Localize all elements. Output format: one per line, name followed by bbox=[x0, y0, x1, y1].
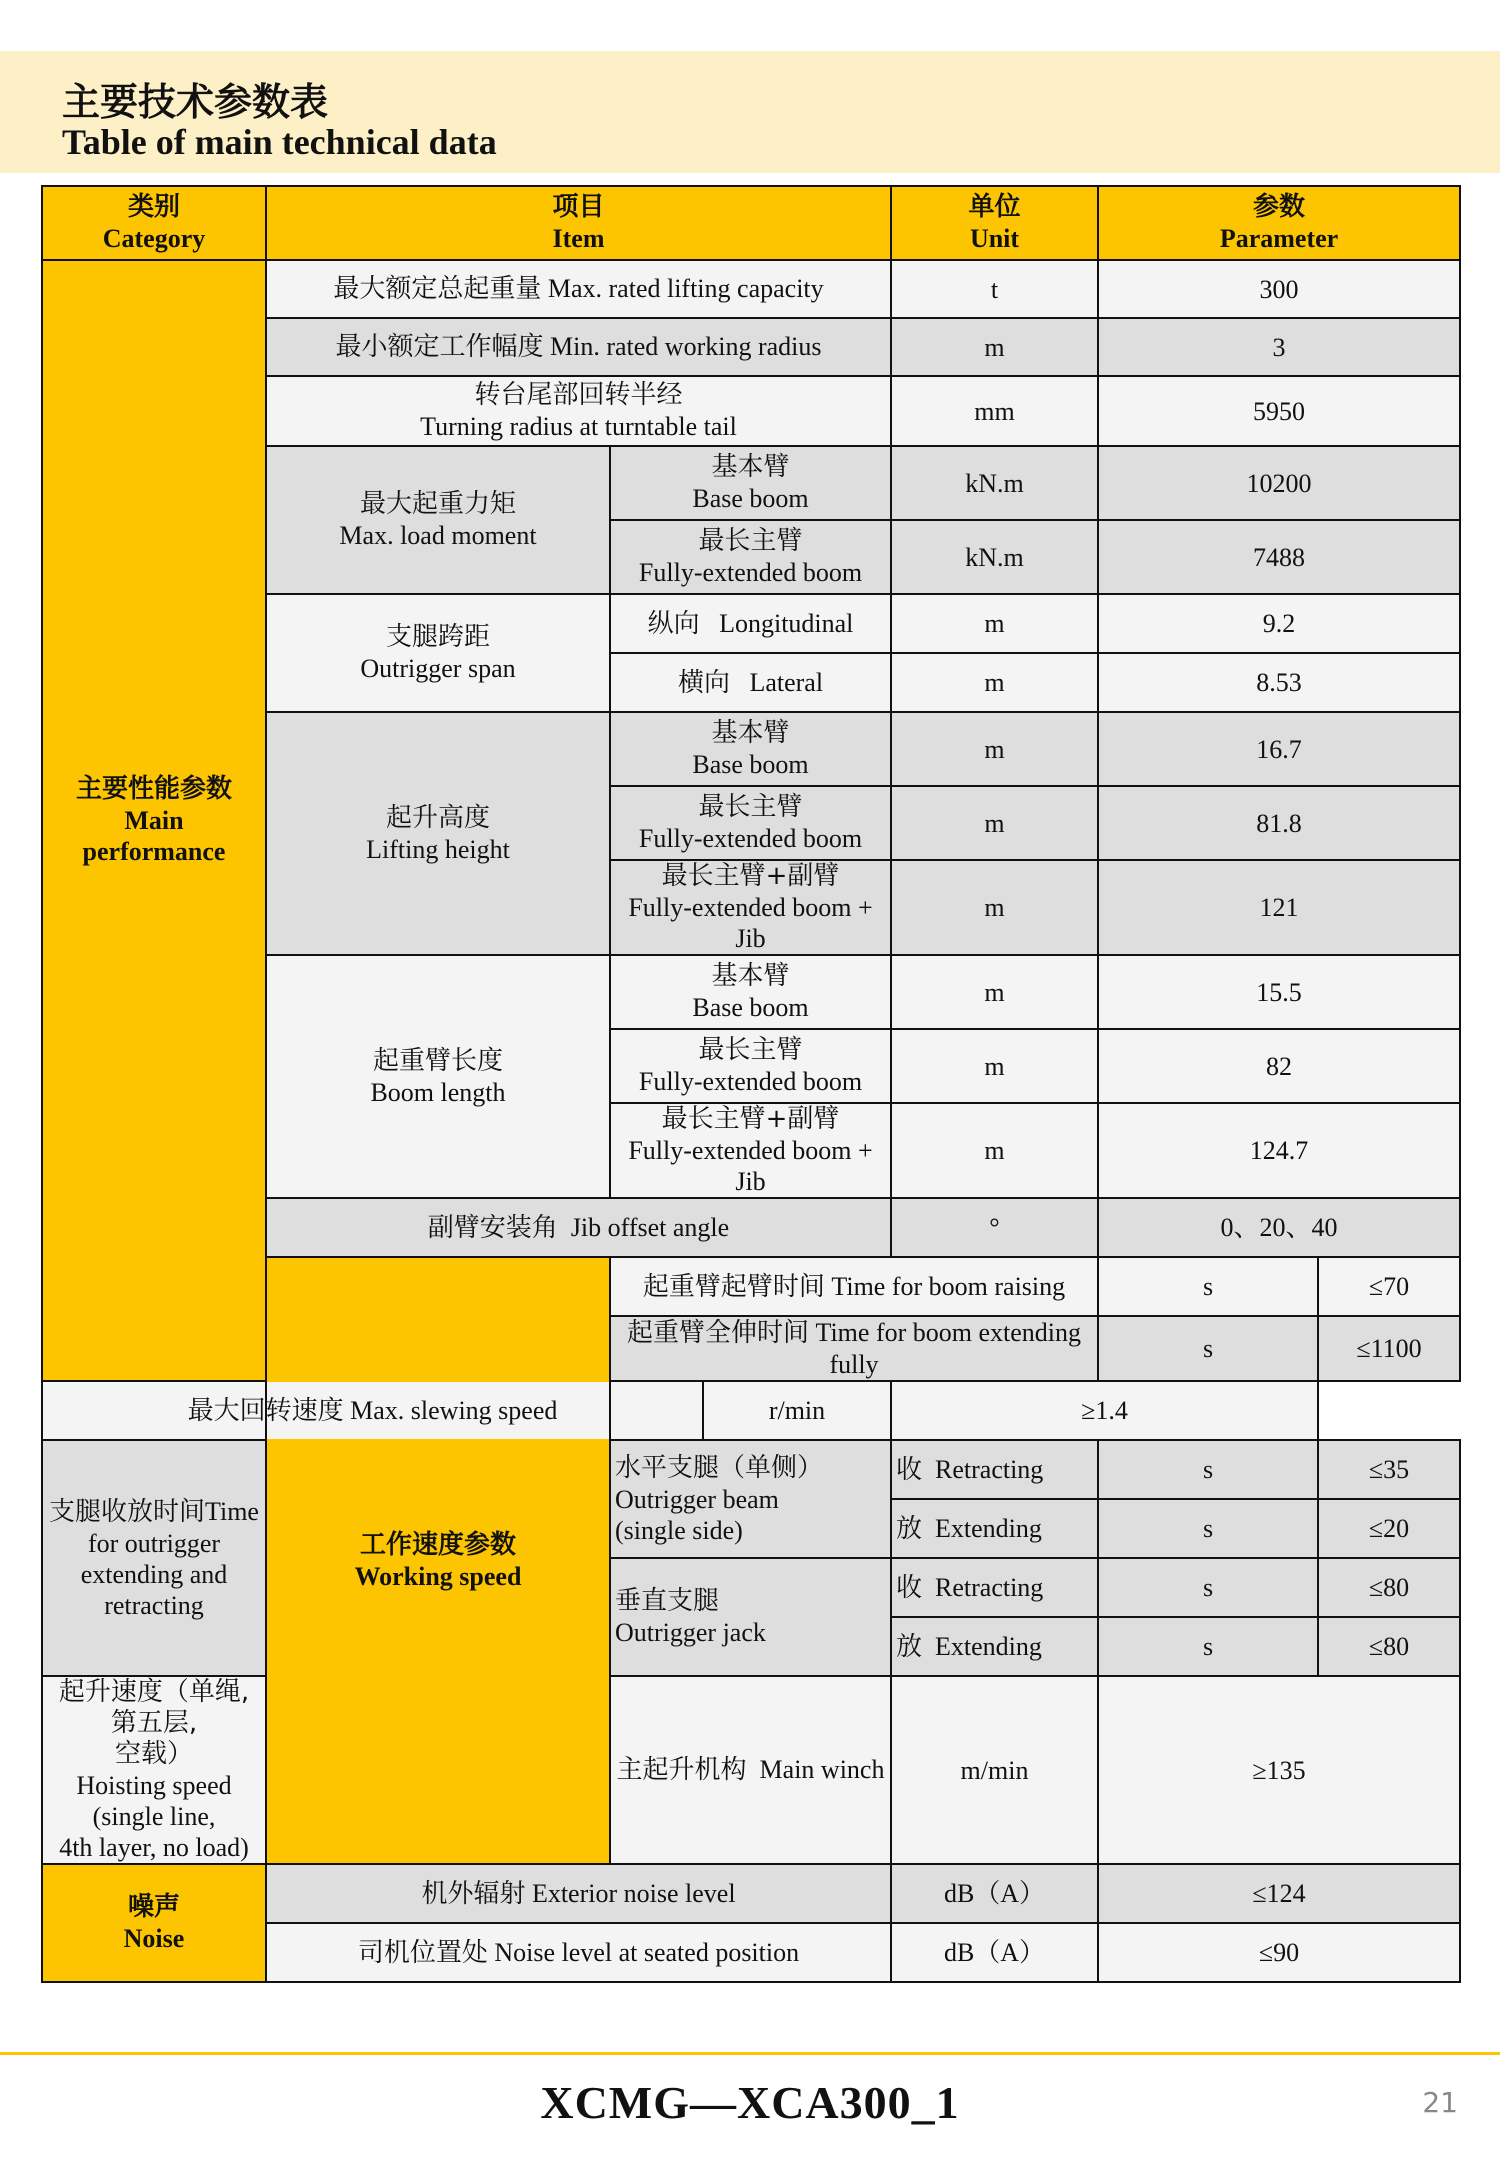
value-cell: ≤90 bbox=[1098, 1923, 1460, 1982]
category-main-performance: 主要性能参数 Main performance bbox=[42, 260, 266, 1381]
value-cell: 81.8 bbox=[1098, 786, 1460, 860]
subitem-lateral: 横向 Lateral bbox=[610, 653, 891, 712]
value-cell: ≤1100 bbox=[1318, 1316, 1460, 1381]
subitem-outrigger-beam: 水平支腿（单侧） Outrigger beam (single side) bbox=[610, 1440, 891, 1558]
value-cell: ≤80 bbox=[1318, 1617, 1460, 1676]
unit-cell: dB（A） bbox=[891, 1864, 1098, 1923]
action-retracting: 收 Retracting bbox=[891, 1440, 1098, 1499]
unit-cell: t bbox=[891, 260, 1098, 318]
unit-cell: m bbox=[891, 712, 1098, 786]
table-row bbox=[42, 1676, 1460, 1864]
item-boom-raising: 起重臂起臂时间 Time for boom raising bbox=[610, 1257, 1098, 1316]
category-noise: 噪声 Noise bbox=[42, 1864, 266, 1982]
unit-cell: s bbox=[1098, 1558, 1318, 1617]
action-extending: 放 Extending bbox=[891, 1499, 1098, 1558]
action-retracting: 收 Retracting bbox=[891, 1558, 1098, 1617]
header-unit: 单位 Unit bbox=[891, 186, 1098, 260]
value-cell: 8.53 bbox=[1098, 653, 1460, 712]
subitem-boom-jib: 最长主臂+副臂 Fully-extended boom + Jib bbox=[610, 860, 891, 955]
header-category: 类别 Category bbox=[42, 186, 266, 260]
value-cell: 16.7 bbox=[1098, 712, 1460, 786]
value-cell: 300 bbox=[1098, 260, 1460, 318]
value-cell: ≥135 bbox=[1098, 1676, 1460, 1864]
page-number: 21 bbox=[1422, 2086, 1458, 2119]
unit-cell: m bbox=[891, 653, 1098, 712]
value-cell: ≥1.4 bbox=[891, 1381, 1318, 1440]
subitem-longitudinal: 纵向 Longitudinal bbox=[610, 594, 891, 653]
subitem-full-boom: 最长主臂 Fully-extended boom bbox=[610, 520, 891, 594]
unit-cell: m bbox=[891, 594, 1098, 653]
value-cell: ≤20 bbox=[1318, 1499, 1460, 1558]
value-cell: 9.2 bbox=[1098, 594, 1460, 653]
table-row bbox=[42, 1440, 1460, 1499]
item-outrigger-span: 支腿跨距 Outrigger span bbox=[266, 594, 610, 712]
item-min-radius: 最小额定工作幅度 Min. rated working radius bbox=[266, 318, 891, 376]
subitem-base-boom: 基本臂 Base boom bbox=[610, 955, 891, 1029]
table-row bbox=[42, 1864, 1460, 1923]
unit-cell: s bbox=[1098, 1617, 1318, 1676]
item-slewing-speed: 最大回转速度 Max. slewing speed bbox=[42, 1381, 703, 1440]
unit-cell: kN.m bbox=[891, 520, 1098, 594]
unit-cell: dB（A） bbox=[891, 1923, 1098, 1982]
item-load-moment: 最大起重力矩 Max. load moment bbox=[266, 446, 610, 594]
unit-cell: m/min bbox=[891, 1676, 1098, 1864]
unit-cell: r/min bbox=[703, 1381, 891, 1440]
unit-cell: m bbox=[891, 318, 1098, 376]
subitem-main-winch: 主起升机构 Main winch bbox=[610, 1676, 891, 1864]
subitem-boom-jib: 最长主臂+副臂 Fully-extended boom + Jib bbox=[610, 1103, 891, 1198]
table-row bbox=[42, 1381, 1460, 1440]
unit-cell: s bbox=[1098, 1440, 1318, 1499]
value-cell: 5950 bbox=[1098, 376, 1460, 446]
unit-cell: s bbox=[1098, 1257, 1318, 1316]
table-row bbox=[42, 260, 1460, 318]
unit-cell: kN.m bbox=[891, 446, 1098, 520]
value-cell: 7488 bbox=[1098, 520, 1460, 594]
unit-cell: m bbox=[891, 1103, 1098, 1198]
page-title-en: Table of main technical data bbox=[62, 122, 497, 162]
unit-cell: mm bbox=[891, 376, 1098, 446]
unit-cell: m bbox=[891, 786, 1098, 860]
value-cell: 3 bbox=[1098, 318, 1460, 376]
action-extending: 放 Extending bbox=[891, 1617, 1098, 1676]
unit-cell: s bbox=[1098, 1316, 1318, 1381]
footer-model: XCMG—XCA300_1 bbox=[540, 2077, 960, 2128]
value-cell: 15.5 bbox=[1098, 955, 1460, 1029]
item-seated-noise: 司机位置处 Noise level at seated position bbox=[266, 1923, 891, 1982]
footer-divider bbox=[0, 2052, 1500, 2055]
value-cell: ≤35 bbox=[1318, 1440, 1460, 1499]
unit-cell: m bbox=[891, 860, 1098, 955]
value-cell: 121 bbox=[1098, 860, 1460, 955]
item-boom-length: 起重臂长度 Boom length bbox=[266, 955, 610, 1198]
subitem-base-boom: 基本臂 Base boom bbox=[610, 446, 891, 520]
value-cell: ≤80 bbox=[1318, 1558, 1460, 1617]
value-cell: ≤70 bbox=[1318, 1257, 1460, 1316]
header-item: 项目 Item bbox=[266, 186, 891, 260]
value-cell: 10200 bbox=[1098, 446, 1460, 520]
page-title-cn: 主要技术参数表 bbox=[62, 80, 329, 124]
header-row bbox=[42, 186, 1460, 260]
item-jib-offset: 副臂安装角 Jib offset angle bbox=[266, 1198, 891, 1257]
unit-cell: m bbox=[891, 1029, 1098, 1103]
item-boom-extending: 起重臂全伸时间 Time for boom extending fully bbox=[610, 1316, 1098, 1381]
value-cell: 82 bbox=[1098, 1029, 1460, 1103]
unit-cell: ° bbox=[891, 1198, 1098, 1257]
item-hoisting-speed: 起升速度（单绳,第五层, 空载） Hoisting speed (single line, 4th layer, no load) bbox=[42, 1676, 266, 1864]
category-working-speed: 工作速度参数 Working speed bbox=[266, 1257, 610, 1864]
title-band bbox=[0, 51, 1500, 173]
item-tail-radius: 转台尾部回转半经 Turning radius at turntable tail bbox=[266, 376, 891, 446]
header-parameter: 参数 Parameter bbox=[1098, 186, 1460, 260]
subitem-base-boom: 基本臂 Base boom bbox=[610, 712, 891, 786]
technical-data-table bbox=[41, 185, 1461, 1983]
item-lifting-height: 起升高度 Lifting height bbox=[266, 712, 610, 955]
value-cell: 124.7 bbox=[1098, 1103, 1460, 1198]
unit-cell: m bbox=[891, 955, 1098, 1029]
subitem-full-boom: 最长主臂 Fully-extended boom bbox=[610, 786, 891, 860]
subitem-outrigger-jack: 垂直支腿 Outrigger jack bbox=[610, 1558, 891, 1676]
unit-cell: s bbox=[1098, 1499, 1318, 1558]
subitem-full-boom: 最长主臂 Fully-extended boom bbox=[610, 1029, 891, 1103]
item-outrigger-time: 支腿收放时间Time for outrigger extending and retracting bbox=[42, 1440, 266, 1676]
value-cell: ≤124 bbox=[1098, 1864, 1460, 1923]
value-cell: 0、20、40 bbox=[1098, 1198, 1460, 1257]
item-exterior-noise: 机外辐射 Exterior noise level bbox=[266, 1864, 891, 1923]
item-max-capacity: 最大额定总起重量 Max. rated lifting capacity bbox=[266, 260, 891, 318]
